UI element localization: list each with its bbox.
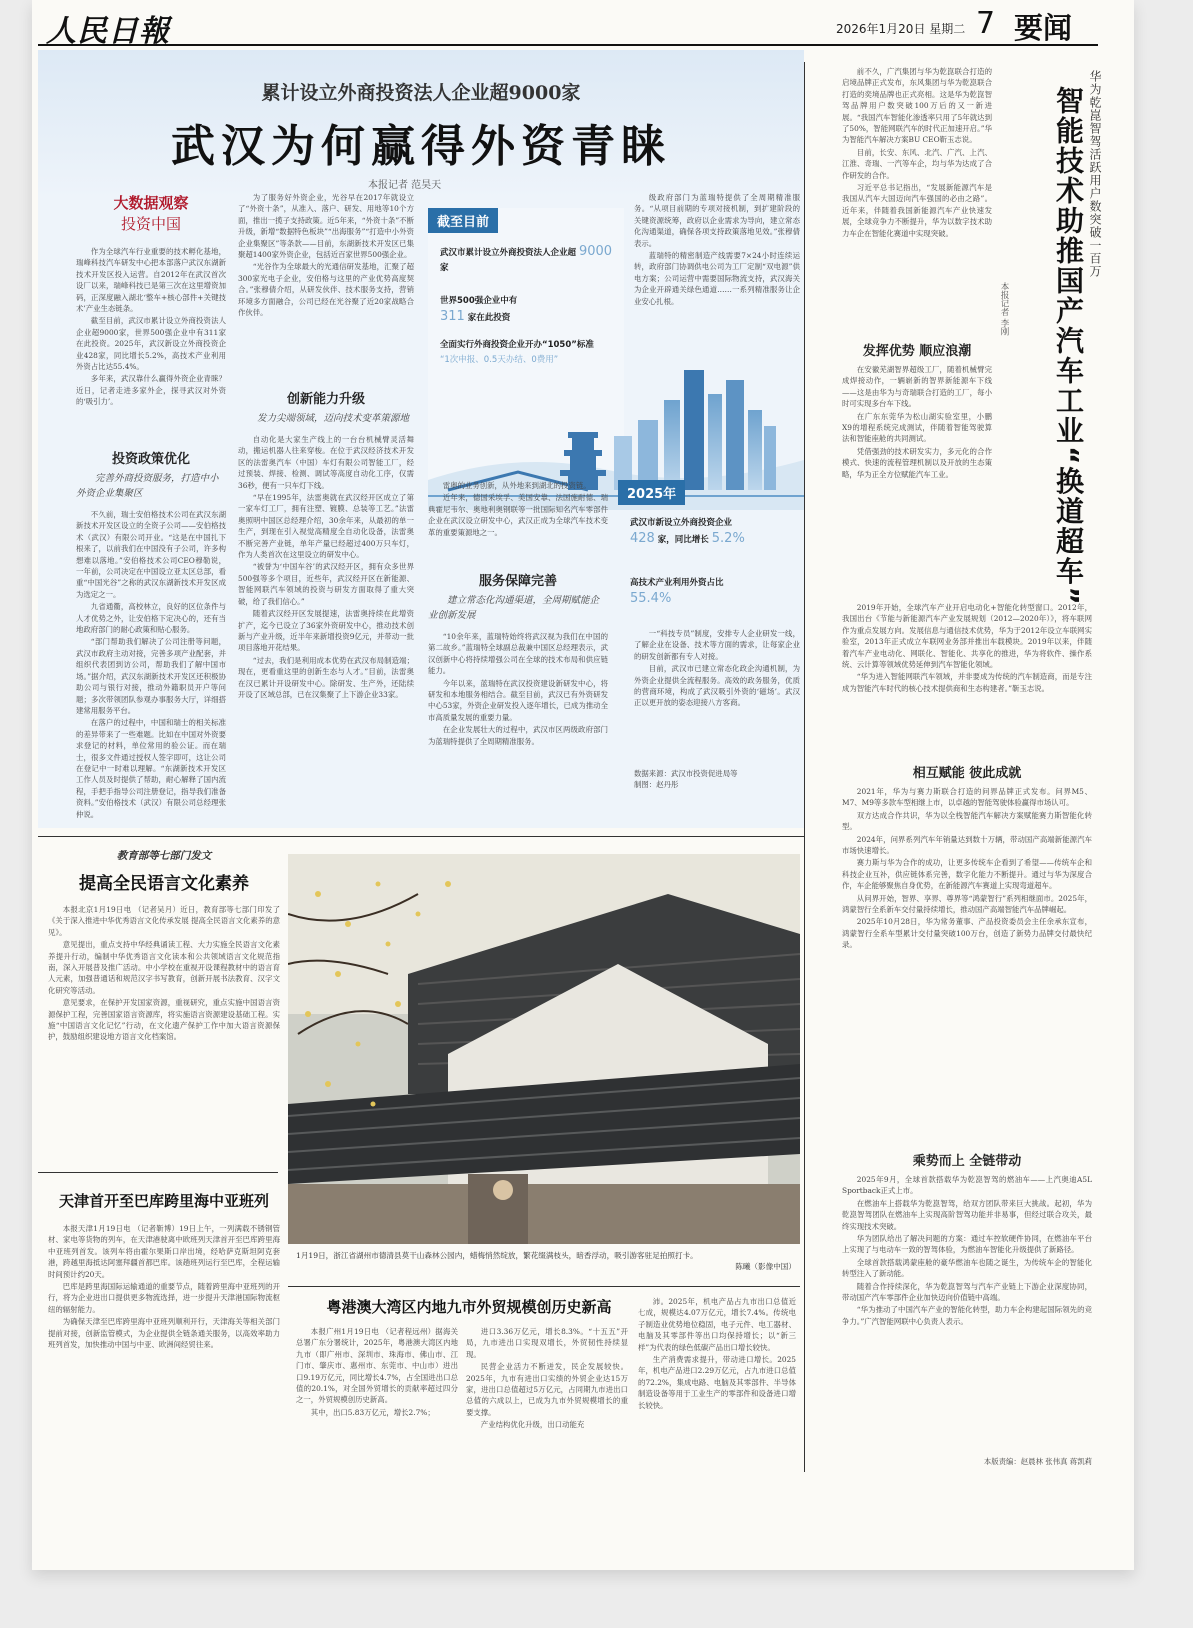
paragraph: 2024年，问界系列汽车年销量达到数十万辆，带动国产高端新能源汽车市场快速增长。 [842, 834, 1092, 856]
column-logo-sub: 投资中国 [120, 215, 181, 233]
paragraph: 2021年，华为与赛力斯联合打造的问界品牌正式发布。问界M5、M7、M9等多款车型相继上市，以卓越的智能驾驶体验赢得市场认可。 [842, 787, 1092, 808]
lead-column-4-lower [634, 628, 800, 792]
stat-value: 55.4% [630, 591, 672, 606]
stat-value: 9000 [578, 244, 613, 259]
lead-column-4 [634, 192, 800, 332]
stat-label: 全面实行外商投资企业开办“1050”标准 [440, 340, 594, 350]
right-subhead-3: 乘势而上 全链带动 [912, 1154, 1022, 1169]
column-logo-main: 大数据观察 [113, 194, 189, 212]
photo-credit: 陈曦（影像中国） [735, 1262, 796, 1271]
data-panel-2025 [618, 480, 804, 650]
lead-column-1 [76, 192, 226, 821]
paragraph: “被誉为‘中国车谷’的武汉经开区，拥有众多世界500强等多个项目，近些年，武汉经开区在新能源、智能网联汽车领域的投资与研发方面取得了重大突破，给了我们信心。” [238, 562, 414, 606]
horizontal-rule [288, 1286, 800, 1287]
paragraph: 华为团队给出了解决问题的方案：通过车控软硬件协同，在燃油车平台上实现了与电动车一致的智驾体验，为燃油车智能化升级提供了新路径。 [842, 1234, 1092, 1255]
lead-byline: 本报记者 范昊天 [368, 180, 442, 191]
stat-value: 428 [630, 531, 655, 546]
paragraph: “10余年来，蓝瑞特始终将武汉视为我们在中国的第二故乡。”蓝瑞特全球副总裁兼中国区总经理表示，武汉创新中心将持续增强公司在全球的技术布局和供应链能力。 [428, 632, 608, 676]
paragraph: 级政府部门为蓝瑞特提供了全周期精准服务。“从项目前期的专项对接机制，到扩建阶段的关键资源统筹，政府以企业需求为导向，建立常态化沟通渠道，确保各项支持政策落地见效。”张穆倩表示。 [634, 193, 800, 248]
panel-tag-current: 截至目前 [428, 208, 498, 233]
panel-tag-2025: 2025年 [618, 480, 685, 505]
right-headline: 智能技术助推国产汽车工业“换道超车” [1052, 86, 1085, 607]
paragraph: 进口3.36万亿元，增长8.3%。“十五五”开局，九市进出口实现双增长，外贸韧性持续显现。 [466, 1327, 628, 1359]
story-language [48, 848, 280, 1168]
masthead [38, 6, 1098, 49]
paragraph: 意见提出，重点支持中华经典诵读工程、大力实施全民语言文化素养提升行动，编制中华优秀语言文化读本和公共领域语言文化规范指南，深入开展普及推广活动。中小学校在重视开设课程教材中的语言育人元素，加强普通话和规范汉字书写教育，创新开展书法教育、汉字文化研究等活动。 [48, 940, 280, 995]
chart-maker: 制图：赵丹彤 [634, 780, 679, 790]
section-name: 要闻 [1014, 11, 1073, 45]
story-gba [296, 1296, 796, 1430]
innovation-body [238, 434, 414, 804]
paragraph: 赛力斯与华为合作的成功，让更多传统车企看到了希望——传统车企和科技企业互补，供应链体系完善，数字化能力不断提升。通过与华为深度合作，车企能够聚焦自身优势，在新能源汽车赛道上实现弯道超车。 [842, 858, 1092, 891]
paragraph: 产业结构优化升级，出口动能充 [480, 1420, 585, 1430]
stat-value: 311 [440, 309, 465, 324]
stat-unit: 家 [440, 263, 449, 273]
gba-col-2 [466, 1326, 628, 1456]
paragraph: 随着合作持续深化，华为乾崑智驾与汽车产业链上下游企业深度协同，带动国产汽车零部件企业加快迈向价值链中高端。 [842, 1281, 1092, 1303]
paragraph: 沛。2025年，机电产品占九市出口总值近七成，规模达4.07万亿元，增长7.4%。传统电子制造业优势地位稳固，电子元件、电工器材、电脑及其零部件等出口均保持增长；以“新三样”为代表的绿色低碳产品出口增长较快。 [638, 1297, 796, 1352]
horizontal-rule [38, 836, 804, 837]
paragraph: 在落户的过程中，中国和瑞士的相关标准的差异带来了一些难题。比如在中国对外资要求登记的材料，单位常用的验公证。而在瑞士，很多文件通过授权人签字即可，这让公司在登记中一时难以理解。“东湖新技术开发区工作人员及时提供了帮助，耐心解释了国内流程，手把手指导公司注册登记，指导我们准备资料。”安伯格技术（武汉）有限公司总经理张仲说。 [76, 718, 226, 819]
right-sub1-body-b [842, 602, 1092, 732]
stat-label: 高技术产业利用外资占比 [630, 578, 724, 588]
column-rule [804, 62, 805, 1472]
paragraph: 多年来，武汉靠什么赢得外资企业青睐？近日，记者走进多家外企，探寻武汉对外资的‘吸引力’。 [76, 374, 226, 407]
issue-date: 2026年1月20日 星期二 [836, 22, 966, 36]
paragraph: 凭借强劲的技术研发实力，多元化的合作模式、快速的流程管理机制以及开放的生态策略，华为正全方位赋能汽车工业。 [842, 446, 992, 479]
right-sub1-body-a [842, 364, 992, 596]
lead-column-2 [238, 192, 414, 804]
lead-col4-body [634, 192, 800, 332]
subhead-policy: 投资政策优化 [111, 452, 190, 467]
right-sub3-body [842, 1174, 1092, 1442]
paragraph: 其中，出口5.83万亿元，增长2.7%； [310, 1407, 435, 1417]
paragraph: 为确保天津至巴库跨里海中亚班列顺利开行，天津海关等相关部门提前对接，创新监管模式，为企业提供全链条通关服务，以高效率助力班列首发，加快推动中国与中亚、欧洲间经贸往来。 [48, 1317, 280, 1350]
photo-caption: 1月19日，浙江省湖州市德清县莫干山森林公园内，蜡梅悄然绽放，繁花缀满枝头，暗香浮动，吸引游客驻足拍照打卡。 [296, 1251, 698, 1260]
chart-credits [634, 768, 800, 792]
subhead-service: 服务保障完善 [478, 574, 557, 589]
stat-growth: 5.2% [711, 531, 745, 546]
paragraph: 2019年开始，全球汽车产业开启电动化+智能化转型窗口。2012年，我国出台《节能与新能源汽车产业发展规划（2012—2020年）》，将车联网作为重点发展方向。发展信息与通信技术优势，华为于2012年设立车联网实验室，2013年正式成立车联网业务部并推出车载模块。2019年以来，伴随着汽车产业电动化、网联化、智能化、共享化的推进，华为将软件、操作系统、云计算等领域优势延伸到汽车智能化领域。 [842, 603, 1092, 670]
page-number: 7 [976, 6, 996, 41]
paragraph: 在安徽芜湖智界超级工厂，随着机械臂完成焊接动作，一辆崭新的智界新能源车下线——这是由华为与奇瑞联合打造的工厂，每小时可实现多台车下线。 [842, 365, 992, 409]
stat-label: 武汉市新设立外商投资企业 [630, 518, 733, 528]
lead-intro [76, 246, 226, 436]
paragraph: 全球首款搭载鸿蒙座舱的豪华燃油车也随之诞生，为传统车企的智能化转型注入了新动能。 [842, 1257, 1092, 1279]
paragraph: 一“科技专员”制度，安排专人企业研发一线，了解企业在设备、技术等方面的需求，让每家企业的研发创新都有专人对接。 [634, 629, 800, 661]
lead-story [38, 50, 804, 828]
right-sub2-body [842, 786, 1092, 1128]
subhead-service-note: 建立常态化沟通渠道，全周期赋能企业创新发展 [428, 595, 600, 621]
story-title: 提高全民语言文化素养 [79, 874, 249, 894]
right-subhead-1: 发挥优势 顺应浪潮 [862, 344, 972, 359]
paragraph: 民营企业活力不断迸发，民企发展较快。2025年，九市有进出口实绩的外贸企业达15万家，进出口总值超过5万亿元，占同期九市进出口总值的六成以上，已成为九市外贸规模增长的重要支撑。 [466, 1362, 628, 1417]
paragraph: 为了服务好外资企业，光谷早在2017年就设立了“外资十条”，从准入、落户、研发、用地等10个方面，推出一揽子支持政策。近5年来，“外资十条”不断升级，新增“数据特色板块”“出海服务”“打造中小外资企业集聚区”等条款——目前，东湖新技术开发区已集聚超1400家外资企业，包括近百家世界500强企业。 [238, 193, 414, 260]
paragraph: “华为推动了中国汽车产业的智能化转型，助力车企构建起国际领先的竞争力。”广汽智能网联中心负责人表示。 [842, 1305, 1092, 1326]
stat-foreign-firms [440, 244, 618, 276]
paragraph: 在燃油车上搭载华为乾崑智驾，给双方团队带来巨大挑战。起初，华为乾崑智驾团队在燃油车上实现高阶智驾功能并非易事，但经过联合攻关，最终实现技术突破。 [842, 1198, 1092, 1231]
editor-credit: 本版责编：赵晨林 张伟真 蒋凯莉 [983, 1457, 1092, 1466]
paragraph: 作为全球汽车行业重要的技术孵化基地，瑞峰科技汽车研发中心把本部落户武汉东湖新技术开发区投入运营。自2012年在武汉首次设厂以来，瑞峰科技已是第三次在这里增资加码，正深度融入湖北‘整车+核心部件+关键技术’产业生态链条。 [76, 247, 226, 314]
paragraph: “早在1995年，法雷奥就在武汉经开区成立了第一家车灯工厂，拥有注塑、镀膜、总装等工艺。”法雷奥照明中国区总经理介绍，30余年来，从最初的单一生产，到现在引入视觉高精度全自动化设备，法雷奥不断完善产业链，单年产量已经超过400万只车灯，作为人类首次在这里设立的研发中心。 [238, 493, 414, 560]
lead-column-3 [428, 480, 608, 831]
gba-col-1 [296, 1326, 458, 1456]
column-logo [76, 192, 226, 234]
right-kicker: 华为乾崑智驾活跃用户数突破一百万 [1088, 70, 1102, 278]
right-subhead-2: 相互赋能 彼此成就 [912, 766, 1022, 781]
story-kicker: 教育部等七部门发文 [116, 850, 212, 862]
lead-col2-body [238, 192, 414, 378]
right-story [808, 62, 1102, 1482]
photo-caption-block [296, 1250, 796, 1272]
paragraph: 随着武汉经开区发展提速，法雷奥持续在此增资扩产，迄今已设立了36家外资研发中心，推动技术创新与产业升级，近半年来新增投资9亿元，并带动一批项目落地开花结果。 [238, 609, 414, 653]
stat-unit: 家，同比增长 [657, 535, 709, 545]
stat-label: 世界500强企业中有 [440, 296, 518, 306]
stat-unit: 家在此投资 [467, 313, 511, 323]
lead-headline: 武汉为何赢得外资青睐 [171, 121, 671, 172]
paragraph: 目前，长安、东风、北汽、广汽、上汽、江淮、奇瑞、一汽等车企，均与华为达成了合作研发的合作。 [842, 147, 992, 180]
subhead-innovation-note: 发力尖端领域，迈向技术变革策源地 [257, 413, 410, 424]
paragraph: 本报北京1月19日电 （记者吴月）近日，教育部等七部门印发了《关于深入推进中华优秀语言文化传承发展 提高全民语言文化素养的意见》。 [48, 905, 280, 937]
paragraph: 雷奥的业务创新，从外地来到湖北的投资链。 [442, 481, 591, 490]
paragraph: 习近平总书记指出，“发展新能源汽车是我国从汽车大国迈向汽车强国的必由之路”。近年来，伴随着我国新能源汽车产业快速发展，全球竞争力不断提升，华为以数字技术助力车企在智能化赛道中实现突破。 [842, 183, 992, 238]
paragraph: 在企业发展壮大的过程中，武汉市区两级政府部门为蓝瑞特提供了全周期精准服务。 [428, 725, 608, 746]
story-title: 粤港澳大湾区内地九市外贸规模创历史新高 [326, 1298, 612, 1316]
stat-label: 武汉市累计设立外商投资法人企业超 [440, 248, 577, 258]
newspaper-logo: 人民日報 [46, 14, 170, 49]
photo-illustration [288, 854, 800, 1244]
paragraph: 双方达成合作共识，华为以全栈智能汽车解决方案赋能赛力斯智能化转型。 [842, 810, 1092, 832]
paragraph: 在广东东莞华为松山湖实验室里，小鹏X9的增程系统完成测试，伴随着智能驾驶算法和智能座舱的共同测试。 [842, 411, 992, 444]
paragraph: “部门帮助我们解决了公司注册等问题，武汉市政府主动对接，完善多项产业配套，并组织代表团到访公司，帮助我们了解中国市场。”据介绍，武汉东湖新技术开发区还积极协助公司与银行对接，推动外籍职员开户等问题；多次带领团队参观办事服务大厅，详细搭建常用服务平台。 [76, 637, 226, 715]
paragraph: 目前，武汉市已建立常态化政企沟通机制，为外资企业提供全流程服务。高效的政务服务，优质的营商环境，构成了武汉吸引外资的‘磁场’。武汉正以更开放的姿态迎接八方客商。 [634, 664, 800, 708]
gba-col-3 [638, 1296, 796, 1456]
horizontal-rule [38, 1172, 278, 1173]
paragraph: 蓝瑞特的精密制造产线需要7×24小时连续运转，政府部门协调供电公司为工厂定制“双电源”供电方案；公司运营中需要国际物流支持，武汉海关为企业开辟通关绿色通道……一系列精准服务让企业安心扎根。 [634, 251, 800, 306]
paragraph: 自动化是大家生产线上的一台台机械臂灵活舞动，搬运机器人往来穿梭。在位于武汉经济技术开发区的法雷奥汽车（中国）车灯有限公司智能工厂，经过预装、焊接、检测、调试等高度自动化工序，仅需36秒，便有一只车灯下线。 [238, 435, 414, 490]
story-tianjin [48, 1190, 280, 1471]
right-byline: 本报记者 李刚 [999, 282, 1009, 336]
right-intro [842, 66, 992, 336]
policy-body [76, 509, 226, 821]
paragraph: 巴库是跨里海国际运输通道的重要节点，随着跨里海中亚班列的开行，将为企业进出口提供更多物流选择，进一步提升天津港国际物流枢纽的辐射能力。 [48, 1282, 280, 1314]
paragraph: 近年来，德国采埃孚、美国安靠、法国施耐德、瑞典霍尼韦尔、奥地利奥钢联等一批国际知名汽车零部件企业在武汉设立研发中心，武汉正成为全球汽车技术变革的重要策源地之一。 [428, 493, 608, 537]
service-body [428, 631, 608, 831]
subhead-innovation: 创新能力升级 [286, 392, 365, 407]
paragraph: “过去，我们是利用成本优势在武汉布局制造端；现在，更看重这里的创新生态与人才。”目前，法雷奥在汉已累计开设研发中心。除研发、生产外，还陆续开设了区域总部，已在汉集聚了上下游企业33家。 [238, 655, 414, 699]
stat-value: “1次申报、0.5天办结、0费用” [440, 355, 559, 365]
stat-new-firms [630, 516, 808, 548]
subhead-policy-note: 完善外商投资服务，打造中小外资企业集聚区 [76, 473, 219, 499]
lead-col4b-body [634, 628, 800, 768]
paragraph: 2025年9月，全球首款搭载华为乾崑智驾的燃油车——上汽奥迪A5L Sportback正式上市。 [842, 1175, 1092, 1196]
paragraph: 生产消费需求提升，带动进口增长。2025年，机电产品进口2.29万亿元，占九市进口总值的72.2%，集成电路、电脑及其零部件、半导体制造设备等用于工业生产的零部件和设备进口增长较快。 [638, 1355, 796, 1410]
lead-col3-body [428, 480, 608, 562]
paragraph: 今年以来，蓝瑞特在武汉投资建设新研发中心，将研发和本地服务相结合。截至目前，武汉已有外资研发中心53家，外资企业研发投入逐年增长，已成为推动全市高质量发展的重要力量。 [428, 678, 608, 722]
paragraph: 从问界开始，智界、享界、尊界等“鸿蒙智行”系列相继面市。2025年，鸿蒙智行全系新车交付量持续增长，推动国产高端智能汽车品牌崛起。 [842, 893, 1092, 915]
stat-fortune500 [440, 294, 618, 326]
paragraph: 不久前，瑞士安伯格技术公司在武汉东湖新技术开发区设立的全资子公司——安伯格技术（武汉）有限公司开业。“这是在中国扎下根来了，以前我们在中国没有子公司，许多构想难以落地。”安伯格技术公司CEO穆勒说，一年前，公司决定在中国设立亚太区总部，看重“中国光谷”之称的武汉东湖新技术开发区成为选定之一。 [76, 510, 226, 599]
paragraph: 本报天津1月19日电 （记者靳博）19日上午，一列满载不锈钢管材、家电等货物的列车，在天津港驶离中欧班列天津首开至巴库跨里海中亚班列首发。该列车将由霍尔果斯口岸出境，经哈萨克斯坦阿克套港，跨越里海抵达阿塞拜疆首都巴库。该趟班列运行至巴库，全程运输时间预计约20天。 [48, 1224, 280, 1279]
paragraph: 本报广州1月19日电 （记者程远州）据海关总署广东分署统计，2025年，粤港澳大湾区内地九市（即广州市、深圳市、珠海市、佛山市、江门市、肇庆市、惠州市、东莞市、中山市）进出口9.19万亿元，同比增长4.7%，占全国进出口总值的20.1%，对全国外贸增长的贡献率超过四分之一，外贸规模创历史新高。 [296, 1327, 458, 1405]
story-body [48, 1223, 280, 1471]
chart-source: 数据来源：武汉市投资促进局等 [634, 769, 738, 778]
paragraph: 截至目前，武汉市累计设立外商投资法人企业超9000家，世界500强企业中有311家在此投资。2025年，武汉新设立外商投资企业428家，同比增长5.2%，高技术产业利用外资占比达55.4%。 [76, 316, 226, 372]
paragraph: 2025年10月28日，华为常务董事、产品投资委员会主任余承东宣布，鸿蒙智行全系车型累计交付量突破100万台，创造了新势力品牌交付最快纪录。 [842, 917, 1092, 950]
story-body [48, 904, 280, 1168]
stat-hitech-share [630, 576, 808, 608]
paragraph: “华为进入智能网联汽车领域，并非要成为传统的汽车制造商，而是专注成为智能汽车时代的核心技术提供商和生态构建者。”靳玉志说。 [842, 672, 1092, 693]
paragraph: 九省通衢，高校林立，良好的区位条件与人才优势之外，让安伯格下定决心的，还有当地政府部门的耐心政策和贴心服务。 [76, 602, 226, 635]
lead-kicker: 累计设立外商投资法人企业超9000家 [261, 82, 581, 104]
paragraph: 意见要求，在保护开发国家资源，重视研究，重点实施中国语言资源保护工程，完善国家语言资源库，将实施语言资源建设基础工程。实施“中国语言文化记忆”行动，在文化遗产保护工作中加大语言资源保护，鼓励组织建设地方语言文化档案馆。 [48, 998, 280, 1042]
story-title: 天津首开至巴库跨里海中亚班列 [58, 1192, 269, 1210]
paragraph: 前不久，广汽集团与华为乾崑联合打造的启境品牌正式发布，东风集团与华为乾崑联合打造的奕境品牌也正式亮相。这是华为乾崑智驾品牌用户数突破100万后的又一新进展。“我国汽车智能化渗透率只用了5年就达到了50%，智能网联汽车的时代正加速开启。”华为智能汽车解决方案BU CEO靳玉志说。 [842, 67, 992, 145]
news-photo-plum-blossom [288, 854, 800, 1244]
paragraph: “光谷作为全球最大的光通信研发基地，汇聚了超300家光电子企业，安伯格与这里的产业优势高度契合。”张穆倩介绍，从研发伙伴、技术服务支持，营销环境多方面融合，公司已经在光谷聚了近20家战略合作伙伴。 [238, 262, 414, 318]
